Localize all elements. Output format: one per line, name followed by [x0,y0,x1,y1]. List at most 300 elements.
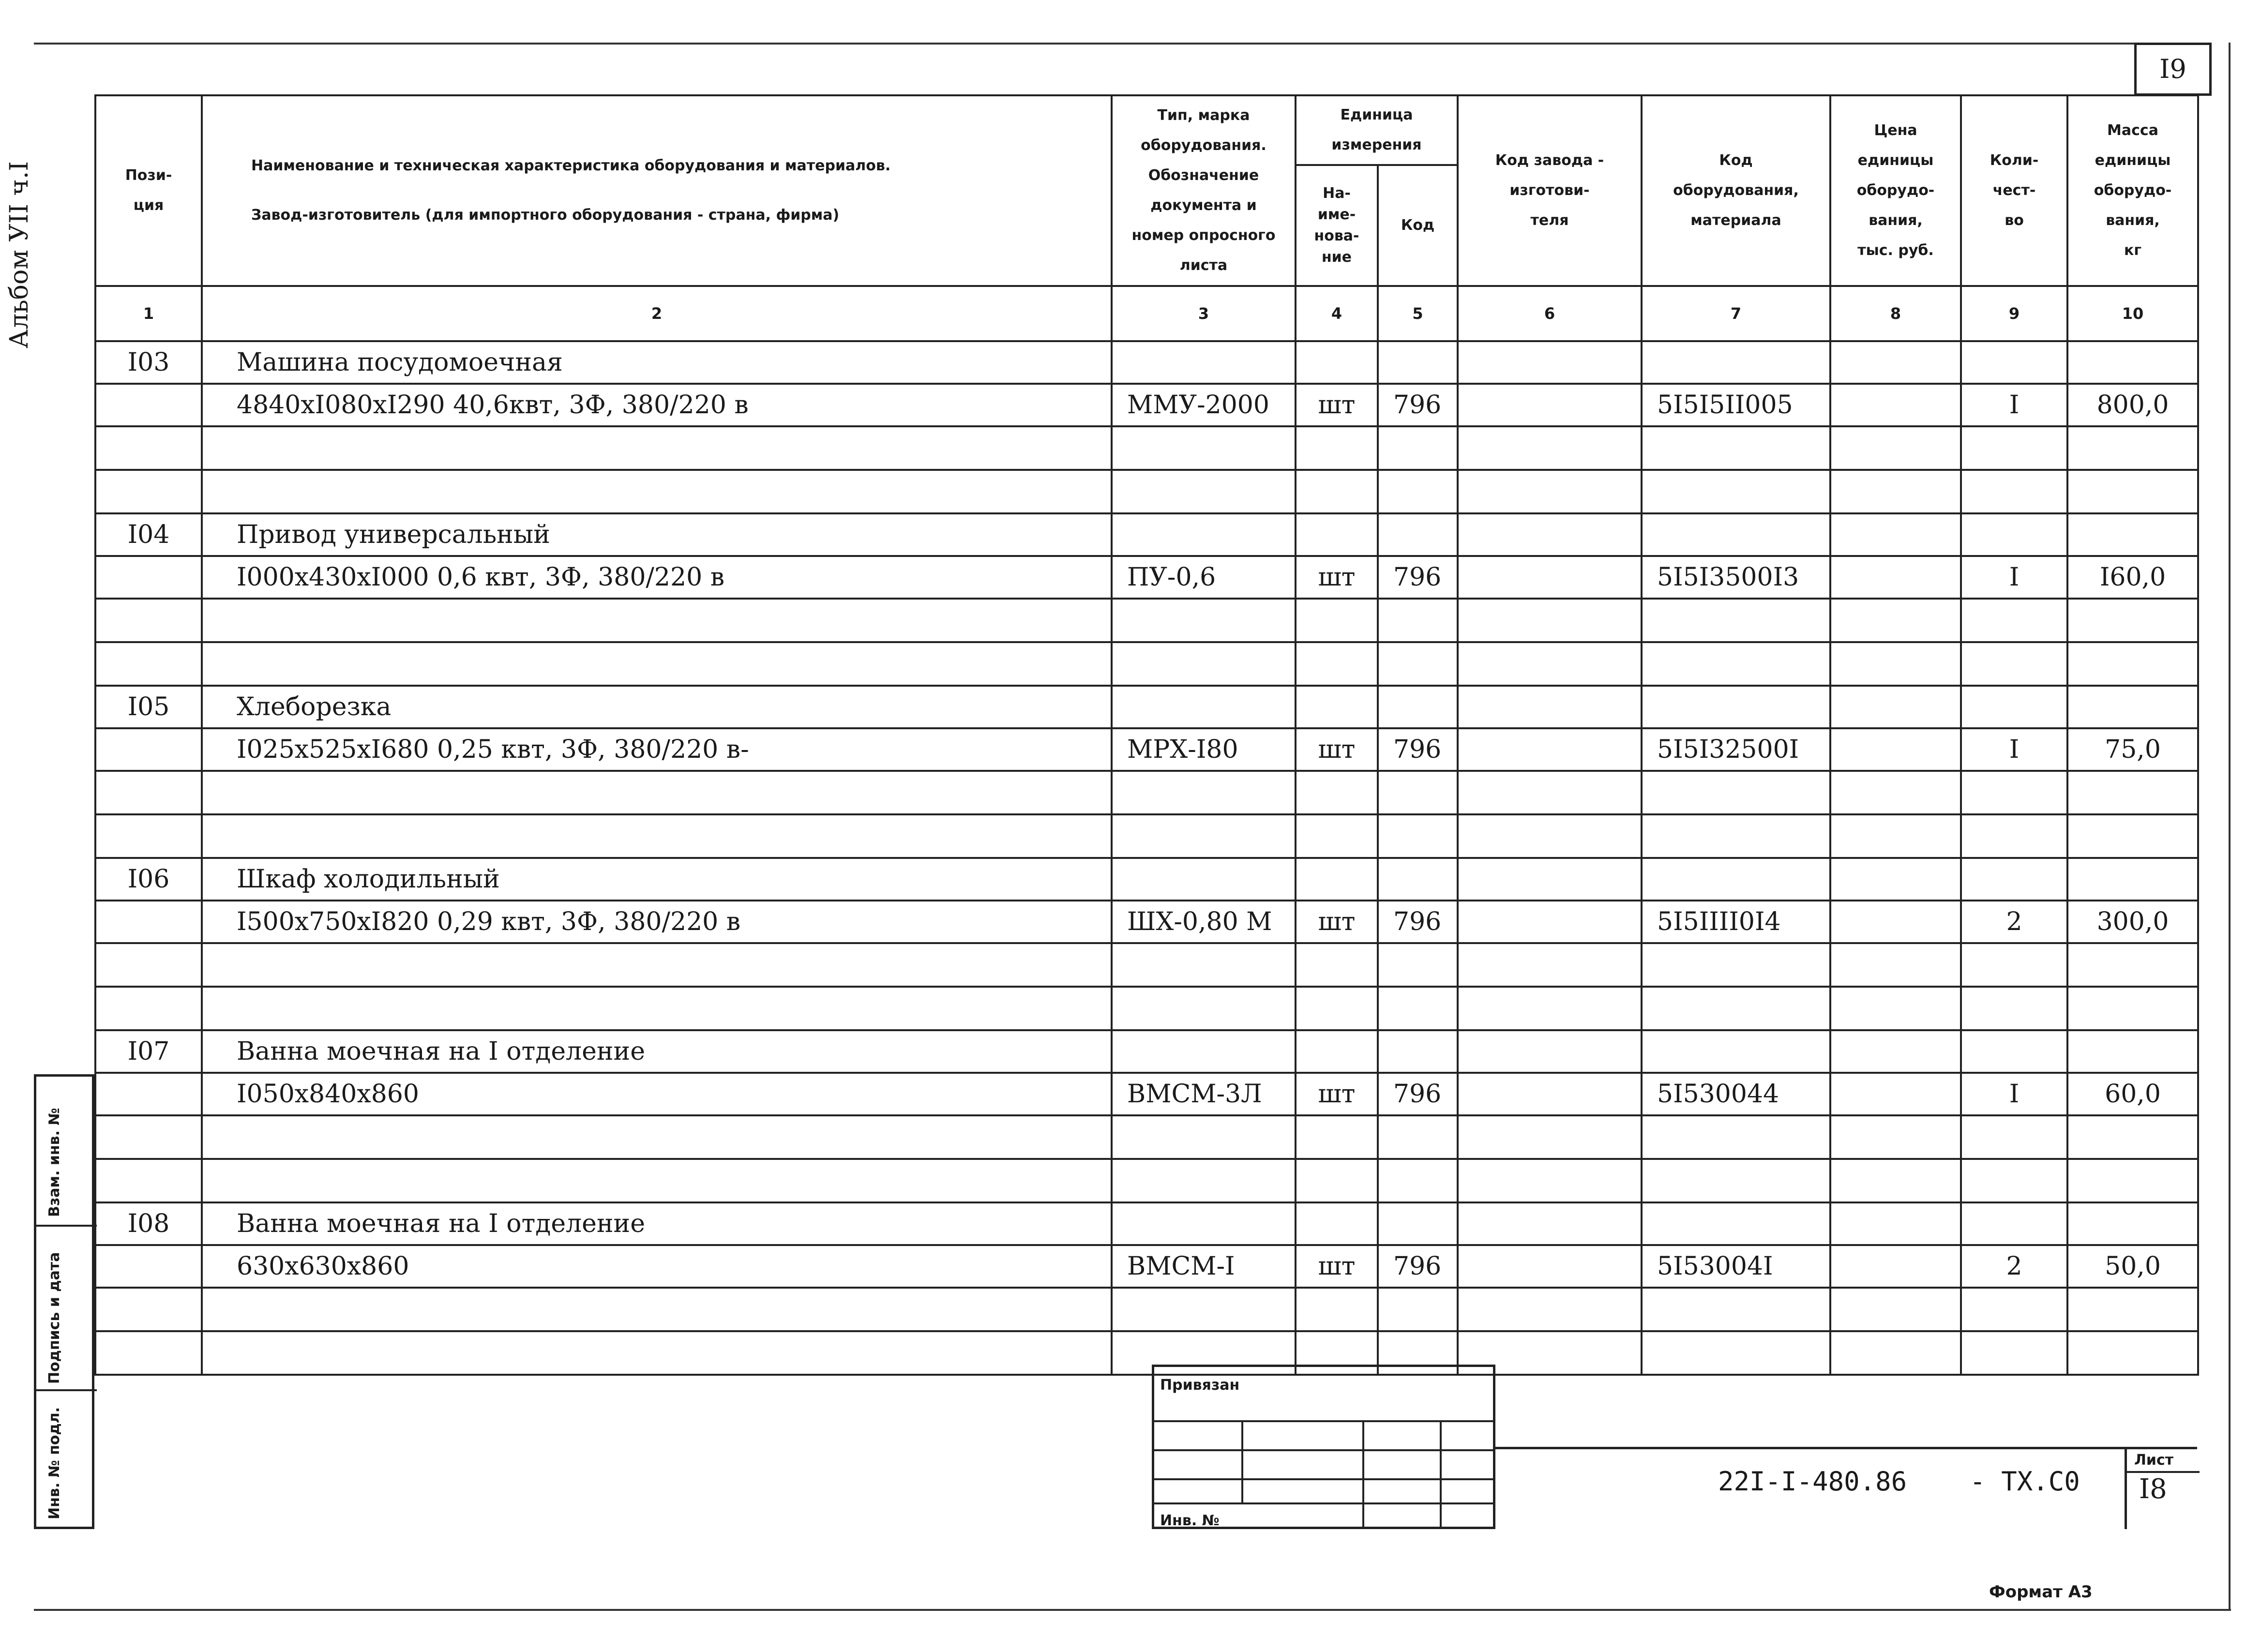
blank-row [95,642,2198,686]
header-name [202,95,1112,286]
empty-cell [1458,814,1642,858]
unit-name-cell: шт [1296,1245,1378,1288]
empty-cell [2067,426,2198,470]
empty-cell [1830,901,1961,943]
empty-cell [1458,384,1642,426]
empty-cell [202,1115,1112,1159]
empty-cell [1642,599,1830,642]
empty-cell [202,1331,1112,1375]
empty-cell [1296,513,1378,556]
stamp-line [1154,1502,1493,1504]
unit-code-cell: 796 [1378,728,1458,771]
empty-cell [202,1288,1112,1331]
empty-cell [95,556,202,599]
empty-cell [2067,1202,2198,1245]
empty-cell [1112,426,1296,470]
empty-cell [1112,686,1296,728]
empty-cell [1296,599,1378,642]
empty-cell [1458,771,1642,814]
empty-cell [2067,1288,2198,1331]
item-spec-cell: I500x750xI820 0,29 квт, 3Ф, 380/220 в [202,901,1112,943]
empty-cell [1296,470,1378,513]
empty-cell [1458,1115,1642,1159]
position-cell: I03 [95,341,202,384]
empty-cell [1296,771,1378,814]
type-cell: ВМСМ-I [1112,1245,1296,1288]
empty-cell [1112,858,1296,901]
blank-row [95,1115,2198,1159]
empty-cell [1296,1159,1378,1202]
blank-row [95,1331,2198,1375]
empty-cell [202,987,1112,1030]
header-name-line1: Наименование и техническая характеристика оборудования и материалов. [251,157,891,174]
empty-cell [1378,771,1458,814]
table-row [95,1245,2198,1288]
header-price: Цена единицы оборудо- вания, тыс. руб. [1830,95,1961,286]
empty-cell [1296,686,1378,728]
document-code: 22I-I-480.86 - ТХ.С0 [1718,1466,2080,1497]
item-name-cell: Хлеборезка [202,686,1112,728]
unit-name-cell: шт [1296,556,1378,599]
empty-cell [1458,1245,1642,1288]
empty-cell [1642,1288,1830,1331]
empty-cell [202,943,1112,987]
side-stamp-strip [34,1074,94,1529]
empty-cell [1642,858,1830,901]
empty-cell [1458,1288,1642,1331]
equipment-code-cell: 5I530044 [1642,1073,1830,1115]
album-label: Альбом УII ч.I [5,161,34,348]
empty-cell [1961,1115,2067,1159]
table-row [95,1073,2198,1115]
empty-cell [1830,341,1961,384]
header-type: Тип, марка оборудования. Обозначение документа и номер опросного листа [1112,95,1296,286]
empty-cell [95,1245,202,1288]
empty-cell [1830,858,1961,901]
empty-cell [1378,1202,1458,1245]
empty-cell [1296,858,1378,901]
empty-cell [1642,814,1830,858]
empty-cell [1378,426,1458,470]
empty-cell [95,771,202,814]
empty-cell [95,1288,202,1331]
empty-cell [1830,1030,1961,1073]
empty-cell [1296,1202,1378,1245]
quantity-cell: I [1961,556,2067,599]
empty-cell [202,426,1112,470]
empty-cell [1961,771,2067,814]
empty-cell [1830,1073,1961,1115]
empty-cell [1830,728,1961,771]
empty-cell [1961,686,2067,728]
empty-cell [1378,1159,1458,1202]
empty-cell [95,1159,202,1202]
empty-cell [1961,1202,2067,1245]
empty-cell [1642,642,1830,686]
empty-cell [1458,1159,1642,1202]
empty-cell [1458,341,1642,384]
empty-cell [1458,987,1642,1030]
side-label-replace-inv: Взам. инв. № [46,1108,63,1217]
list-box [2125,1447,2197,1529]
mass-cell: I60,0 [2067,556,2198,599]
empty-cell [1458,642,1642,686]
empty-cell [1961,1159,2067,1202]
empty-cell [1296,943,1378,987]
side-cell-signature-date [36,1227,97,1391]
list-label: Лист [2134,1452,2174,1469]
empty-cell [1378,858,1458,901]
empty-cell [1112,513,1296,556]
item-spec-cell: 4840xI080xI290 40,6квт, 3Ф, 380/220 в [202,384,1112,426]
blank-row [95,987,2198,1030]
empty-cell [2067,1115,2198,1159]
stamp-line [1154,1478,1493,1480]
header-position: Пози- ция [95,95,202,286]
empty-cell [1830,642,1961,686]
header-unit-code: Код [1378,165,1458,286]
right-border-line [2229,43,2231,1610]
mass-cell: 50,0 [2067,1245,2198,1288]
empty-cell [1458,599,1642,642]
type-cell: ШХ-0,80 М [1112,901,1296,943]
empty-cell [1458,728,1642,771]
empty-cell [1642,943,1830,987]
quantity-cell: I [1961,384,2067,426]
empty-cell [202,814,1112,858]
stamp-line [1241,1420,1243,1502]
table-row [95,728,2198,771]
col-number: 7 [1642,286,1830,341]
unit-code-cell: 796 [1378,1073,1458,1115]
attached-label: Привязан [1160,1377,1240,1394]
type-cell: ПУ-0,6 [1112,556,1296,599]
empty-cell [1961,987,2067,1030]
empty-cell [2067,1159,2198,1202]
empty-cell [1961,426,2067,470]
empty-cell [1458,858,1642,901]
item-name-cell: Машина посудомоечная [202,341,1112,384]
unit-code-cell: 796 [1378,901,1458,943]
side-cell-original-inv [36,1391,97,1527]
empty-cell [1378,513,1458,556]
empty-cell [2067,1331,2198,1375]
empty-cell [2067,642,2198,686]
empty-cell [1961,642,2067,686]
type-cell: ВМСМ-3Л [1112,1073,1296,1115]
col-number: 1 [95,286,202,341]
empty-cell [1961,599,2067,642]
empty-cell [95,814,202,858]
side-label-signature-date: Подпись и дата [46,1252,63,1384]
unit-name-cell: шт [1296,728,1378,771]
empty-cell [1830,470,1961,513]
empty-cell [1830,1288,1961,1331]
table-row [95,1202,2198,1245]
empty-cell [1112,642,1296,686]
empty-cell [1642,426,1830,470]
empty-cell [2067,1030,2198,1073]
empty-cell [1830,556,1961,599]
col-number: 3 [1112,286,1296,341]
empty-cell [1642,341,1830,384]
equipment-spec-table [94,94,2199,1376]
type-cell: ММУ-2000 [1112,384,1296,426]
stamp-line [1440,1420,1442,1529]
header-equipment-code: Код оборудования, материала [1642,95,1830,286]
col-number: 10 [2067,286,2198,341]
mass-cell: 75,0 [2067,728,2198,771]
header-name-line2: Завод-изготовитель (для импортного оборудования - страна, фирма) [251,207,840,224]
col-number: 5 [1378,286,1458,341]
empty-cell [2067,771,2198,814]
empty-cell [1961,1030,2067,1073]
col-number: 8 [1830,286,1961,341]
empty-cell [202,642,1112,686]
empty-cell [202,470,1112,513]
unit-code-cell: 796 [1378,1245,1458,1288]
equipment-code-cell: 5I53004I [1642,1245,1830,1288]
unit-code-cell: 796 [1378,556,1458,599]
blank-row [95,599,2198,642]
empty-cell [1458,426,1642,470]
sheet-number-top: I9 [2134,43,2212,96]
col-number: 4 [1296,286,1378,341]
empty-cell [1830,513,1961,556]
item-name-cell: Ванна моечная на I отделение [202,1030,1112,1073]
empty-cell [1458,1202,1642,1245]
blank-row [95,470,2198,513]
empty-cell [1296,426,1378,470]
empty-cell [95,728,202,771]
empty-cell [95,470,202,513]
empty-cell [95,1331,202,1375]
equipment-code-cell: 5I5I3500I3 [1642,556,1830,599]
equipment-code-cell: 5I5I5II005 [1642,384,1830,426]
empty-cell [1378,814,1458,858]
item-name-cell: Ванна моечная на I отделение [202,1202,1112,1245]
table-row [95,1030,2198,1073]
empty-cell [1112,814,1296,858]
item-name-cell: Привод универсальный [202,513,1112,556]
table-row [95,556,2198,599]
empty-cell [202,599,1112,642]
inv-label: Инв. № [1160,1512,1220,1529]
blank-row [95,1288,2198,1331]
unit-name-cell: шт [1296,384,1378,426]
header-unit-name: На- име- нова- ние [1296,165,1378,286]
mass-cell: 300,0 [2067,901,2198,943]
empty-cell [1458,1073,1642,1115]
empty-cell [1112,987,1296,1030]
empty-cell [1961,1331,2067,1375]
empty-cell [1642,513,1830,556]
empty-cell [1830,1331,1961,1375]
col-number: 6 [1458,286,1642,341]
empty-cell [1296,341,1378,384]
empty-cell [1642,1030,1830,1073]
empty-cell [1961,341,2067,384]
position-cell: I08 [95,1202,202,1245]
position-cell: I06 [95,858,202,901]
empty-cell [1112,771,1296,814]
empty-cell [1296,1030,1378,1073]
equipment-code-cell: 5I5IIII0I4 [1642,901,1830,943]
mass-cell: 60,0 [2067,1073,2198,1115]
item-name-cell: Шкаф холодильный [202,858,1112,901]
empty-cell [1296,987,1378,1030]
col-number: 2 [202,286,1112,341]
top-border-line [34,43,2212,45]
empty-cell [1296,1288,1378,1331]
empty-cell [1378,341,1458,384]
empty-cell [1112,1115,1296,1159]
empty-cell [1830,771,1961,814]
empty-cell [1458,513,1642,556]
empty-cell [1296,1115,1378,1159]
empty-cell [1642,686,1830,728]
empty-cell [1961,1288,2067,1331]
empty-cell [1112,470,1296,513]
empty-cell [2067,686,2198,728]
blank-row [95,943,2198,987]
empty-cell [1642,1331,1830,1375]
quantity-cell: 2 [1961,1245,2067,1288]
table-row [95,901,2198,943]
empty-cell [1378,470,1458,513]
empty-cell [1458,556,1642,599]
empty-cell [1830,426,1961,470]
blank-row [95,426,2198,470]
empty-cell [1112,1202,1296,1245]
empty-cell [1830,384,1961,426]
empty-cell [1830,1202,1961,1245]
blank-row [95,771,2198,814]
empty-cell [95,599,202,642]
empty-cell [1961,470,2067,513]
empty-cell [1112,1030,1296,1073]
empty-cell [1458,943,1642,987]
empty-cell [1642,987,1830,1030]
mass-cell: 800,0 [2067,384,2198,426]
empty-cell [95,1115,202,1159]
empty-cell [1112,1288,1296,1331]
table-row [95,341,2198,384]
empty-cell [95,426,202,470]
equipment-code-cell: 5I5I32500I [1642,728,1830,771]
empty-cell [95,943,202,987]
header-quantity: Коли- чест- во [1961,95,2067,286]
empty-cell [2067,470,2198,513]
item-spec-cell: I025x525xI680 0,25 квт, 3Ф, 380/220 в- [202,728,1112,771]
empty-cell [2067,943,2198,987]
table-row [95,513,2198,556]
empty-cell [95,1073,202,1115]
empty-cell [1961,858,2067,901]
empty-cell [202,1159,1112,1202]
empty-cell [1458,1030,1642,1073]
empty-cell [1296,814,1378,858]
list-number: I8 [2139,1473,2167,1505]
blank-row [95,814,2198,858]
spec-body [95,341,2198,1375]
empty-cell [1378,642,1458,686]
empty-cell [1112,599,1296,642]
blank-row [95,1159,2198,1202]
empty-cell [1830,1159,1961,1202]
empty-cell [2067,513,2198,556]
unit-name-cell: шт [1296,901,1378,943]
item-spec-cell: I000x430xI000 0,6 квт, 3Ф, 380/220 в [202,556,1112,599]
empty-cell [1642,470,1830,513]
empty-cell [1378,599,1458,642]
empty-cell [1296,642,1378,686]
stamp-line [1362,1420,1364,1529]
empty-cell [1830,686,1961,728]
empty-cell [1112,1159,1296,1202]
format-label: Формат А3 [1989,1582,2093,1602]
type-cell: МРХ-I80 [1112,728,1296,771]
empty-cell [1378,1115,1458,1159]
empty-cell [1642,771,1830,814]
position-cell: I04 [95,513,202,556]
quantity-cell: 2 [1961,901,2067,943]
empty-cell [1112,943,1296,987]
empty-cell [1830,987,1961,1030]
table-row [95,384,2198,426]
empty-cell [1961,814,2067,858]
title-block-stamp [1152,1365,1495,1529]
empty-cell [1378,987,1458,1030]
empty-cell [1378,1288,1458,1331]
empty-cell [2067,858,2198,901]
side-cell-replace-inv [36,1077,97,1227]
empty-cell [1961,513,2067,556]
bottom-border-line [34,1609,2231,1611]
stamp-line [1154,1420,1493,1422]
header-unit-group: Единица измерения [1296,95,1458,165]
empty-cell [1830,814,1961,858]
empty-cell [1830,1245,1961,1288]
empty-cell [1642,1115,1830,1159]
empty-cell [1458,470,1642,513]
stamp-line [1154,1449,1493,1451]
empty-cell [1642,1202,1830,1245]
unit-code-cell: 796 [1378,384,1458,426]
empty-cell [1458,686,1642,728]
empty-cell [95,384,202,426]
table-row [95,686,2198,728]
empty-cell [1112,341,1296,384]
side-label-original-inv: Инв. № подл. [46,1407,63,1519]
table-row [95,858,2198,901]
empty-cell [95,642,202,686]
empty-cell [2067,814,2198,858]
unit-name-cell: шт [1296,1073,1378,1115]
empty-cell [1830,943,1961,987]
empty-cell [1830,599,1961,642]
empty-cell [2067,987,2198,1030]
empty-cell [95,901,202,943]
empty-cell [1458,901,1642,943]
empty-cell [2067,341,2198,384]
empty-cell [1378,1030,1458,1073]
empty-cell [1830,1115,1961,1159]
item-spec-cell: 630x630x860 [202,1245,1112,1288]
item-spec-cell: I050x840x860 [202,1073,1112,1115]
empty-cell [202,771,1112,814]
empty-cell [95,987,202,1030]
